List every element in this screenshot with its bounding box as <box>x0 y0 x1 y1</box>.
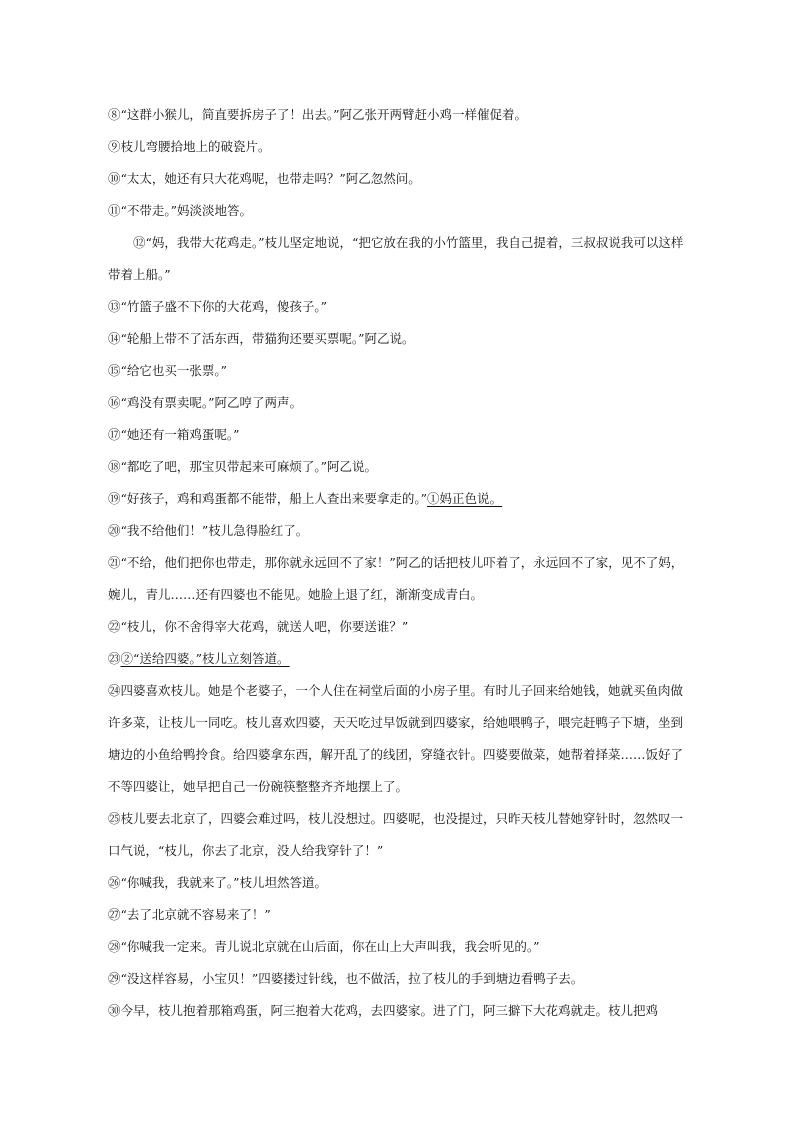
paragraph-text: ⑲“好孩子，鸡和鸡蛋都不能带，船上人查出来要拿走的。” <box>108 491 428 506</box>
paragraph-text: ⑨枝儿弯腰拾地上的破瓷片。 <box>108 139 271 154</box>
paragraph-text: ㉘“你喊我一定来。青儿说北京就在山后面，你在山上大声叫我，我会听见的。” <box>108 939 540 954</box>
paragraph <box>108 899 690 931</box>
paragraph <box>108 131 690 163</box>
paragraph-text: ⑩“太太，她还有只大花鸡呢，也带走吗？”阿乙忽然问。 <box>108 171 421 186</box>
paragraph <box>108 611 690 643</box>
paragraph-text: ⑫“妈，我带大花鸡走。”枝儿坚定地说，“把它放在我的小竹篮里，我自己提着，三叔叔说我可以这样带着上船。” <box>108 235 684 282</box>
paragraph-text: ㉗“去了北京就不容易来了！” <box>108 907 271 922</box>
paragraph-text: ㉖“你喊我，我就来了。”枝儿坦然答道。 <box>108 875 328 890</box>
paragraph <box>108 99 690 131</box>
underlined-phrase: ①妈正色说。 <box>427 491 503 506</box>
paragraph <box>108 675 690 803</box>
paragraph-text: ⑪“不带走。”妈淡淡地答。 <box>108 203 253 218</box>
paragraph-text: ⑬“竹篮子盛不下你的大花鸡，傻孩子。” <box>108 299 328 314</box>
paragraph-text: ⑮“给它也买一张票。” <box>108 363 228 378</box>
paragraph <box>108 451 690 483</box>
paragraph <box>108 995 690 1027</box>
paragraph <box>108 291 690 323</box>
paragraph <box>108 803 690 867</box>
paragraph <box>108 227 690 291</box>
paragraph <box>108 643 690 675</box>
paragraph <box>108 963 690 995</box>
paragraph-text: ㉒“枝儿，你不舍得宰大花鸡，就送人吧，你要送谁？” <box>108 619 409 634</box>
paragraph-text: ㉙“没这样容易，小宝贝！”四婆搂过针线，也不做活，拉了枝儿的手到塘边看鸭子去。 <box>108 971 584 986</box>
paragraph-text: ㉚今早，枝儿抱着那箱鸡蛋，阿三抱着大花鸡，去四婆家。进了门，阿三擗下大花鸡就走。枝儿把鸡 <box>108 1003 659 1018</box>
paragraph-text: ㉓ <box>108 651 121 666</box>
paragraph-text: ⑭“轮船上带不了活东西，带猫狗还要买票呢。”阿乙说。 <box>108 331 415 346</box>
paragraph-text: ⑯“鸡没有票卖呢。”阿乙哼了两声。 <box>108 395 303 410</box>
paragraph <box>108 867 690 899</box>
paragraph-text: ㉑“不给，他们把你也带走，那你就永远回不了家！”阿乙的话把枝儿吓着了，永远回不了家，见不了妈，婉儿，青儿……还有四婆也不能见。她脸上退了红，渐渐变成青白。 <box>108 555 684 602</box>
paragraph <box>108 355 690 387</box>
paragraph <box>108 387 690 419</box>
paragraph-text: ⑱“都吃了吧，那宝贝带起来可麻烦了。”阿乙说。 <box>108 459 378 474</box>
paragraph-text: ⑳“我不给他们！”枝儿急得脸红了。 <box>108 523 309 538</box>
paragraph-text: ⑧“这群小猴儿，简直要拆房子了！出去。”阿乙张开两臂赶小鸡一样催促着。 <box>108 107 528 122</box>
paragraph <box>108 931 690 963</box>
paragraph-text: ㉔四婆喜欢枝儿。她是个老婆子，一个人住在祠堂后面的小房子里。有时儿子回来给她钱，她就买鱼肉做许多菜，让枝儿一同吃。枝儿喜欢四婆，天天吃过早饭就到四婆家，给她喂鸭子，喂完赶鸭子下塘，坐到塘边的小鱼给鸭拎食。给四婆拿东西，解开乱了的线团，穿缝衣针。四婆要做菜，她帮着择菜……饭好了不等四婆让，她早把自己一份碗筷整整齐齐地摆上了。 <box>108 683 684 794</box>
underlined-phrase: ②“送给四婆。”枝儿立刻答道。 <box>120 651 290 666</box>
paragraph <box>108 323 690 355</box>
story-text <box>108 99 690 1027</box>
paragraph <box>108 483 690 515</box>
paragraph <box>108 419 690 451</box>
paragraph <box>108 547 690 611</box>
paragraph <box>108 515 690 547</box>
paragraph-text: ⑰“她还有一箱鸡蛋呢。” <box>108 427 240 442</box>
paragraph <box>108 195 690 227</box>
paragraph-text: ㉕枝儿要去北京了，四婆会难过吗，枝儿没想过。四婆呢，也没提过，只昨天枝儿替她穿针时，忽然叹一口气说，“枝儿，你去了北京，没人给我穿针了！” <box>108 811 684 858</box>
paragraph <box>108 163 690 195</box>
